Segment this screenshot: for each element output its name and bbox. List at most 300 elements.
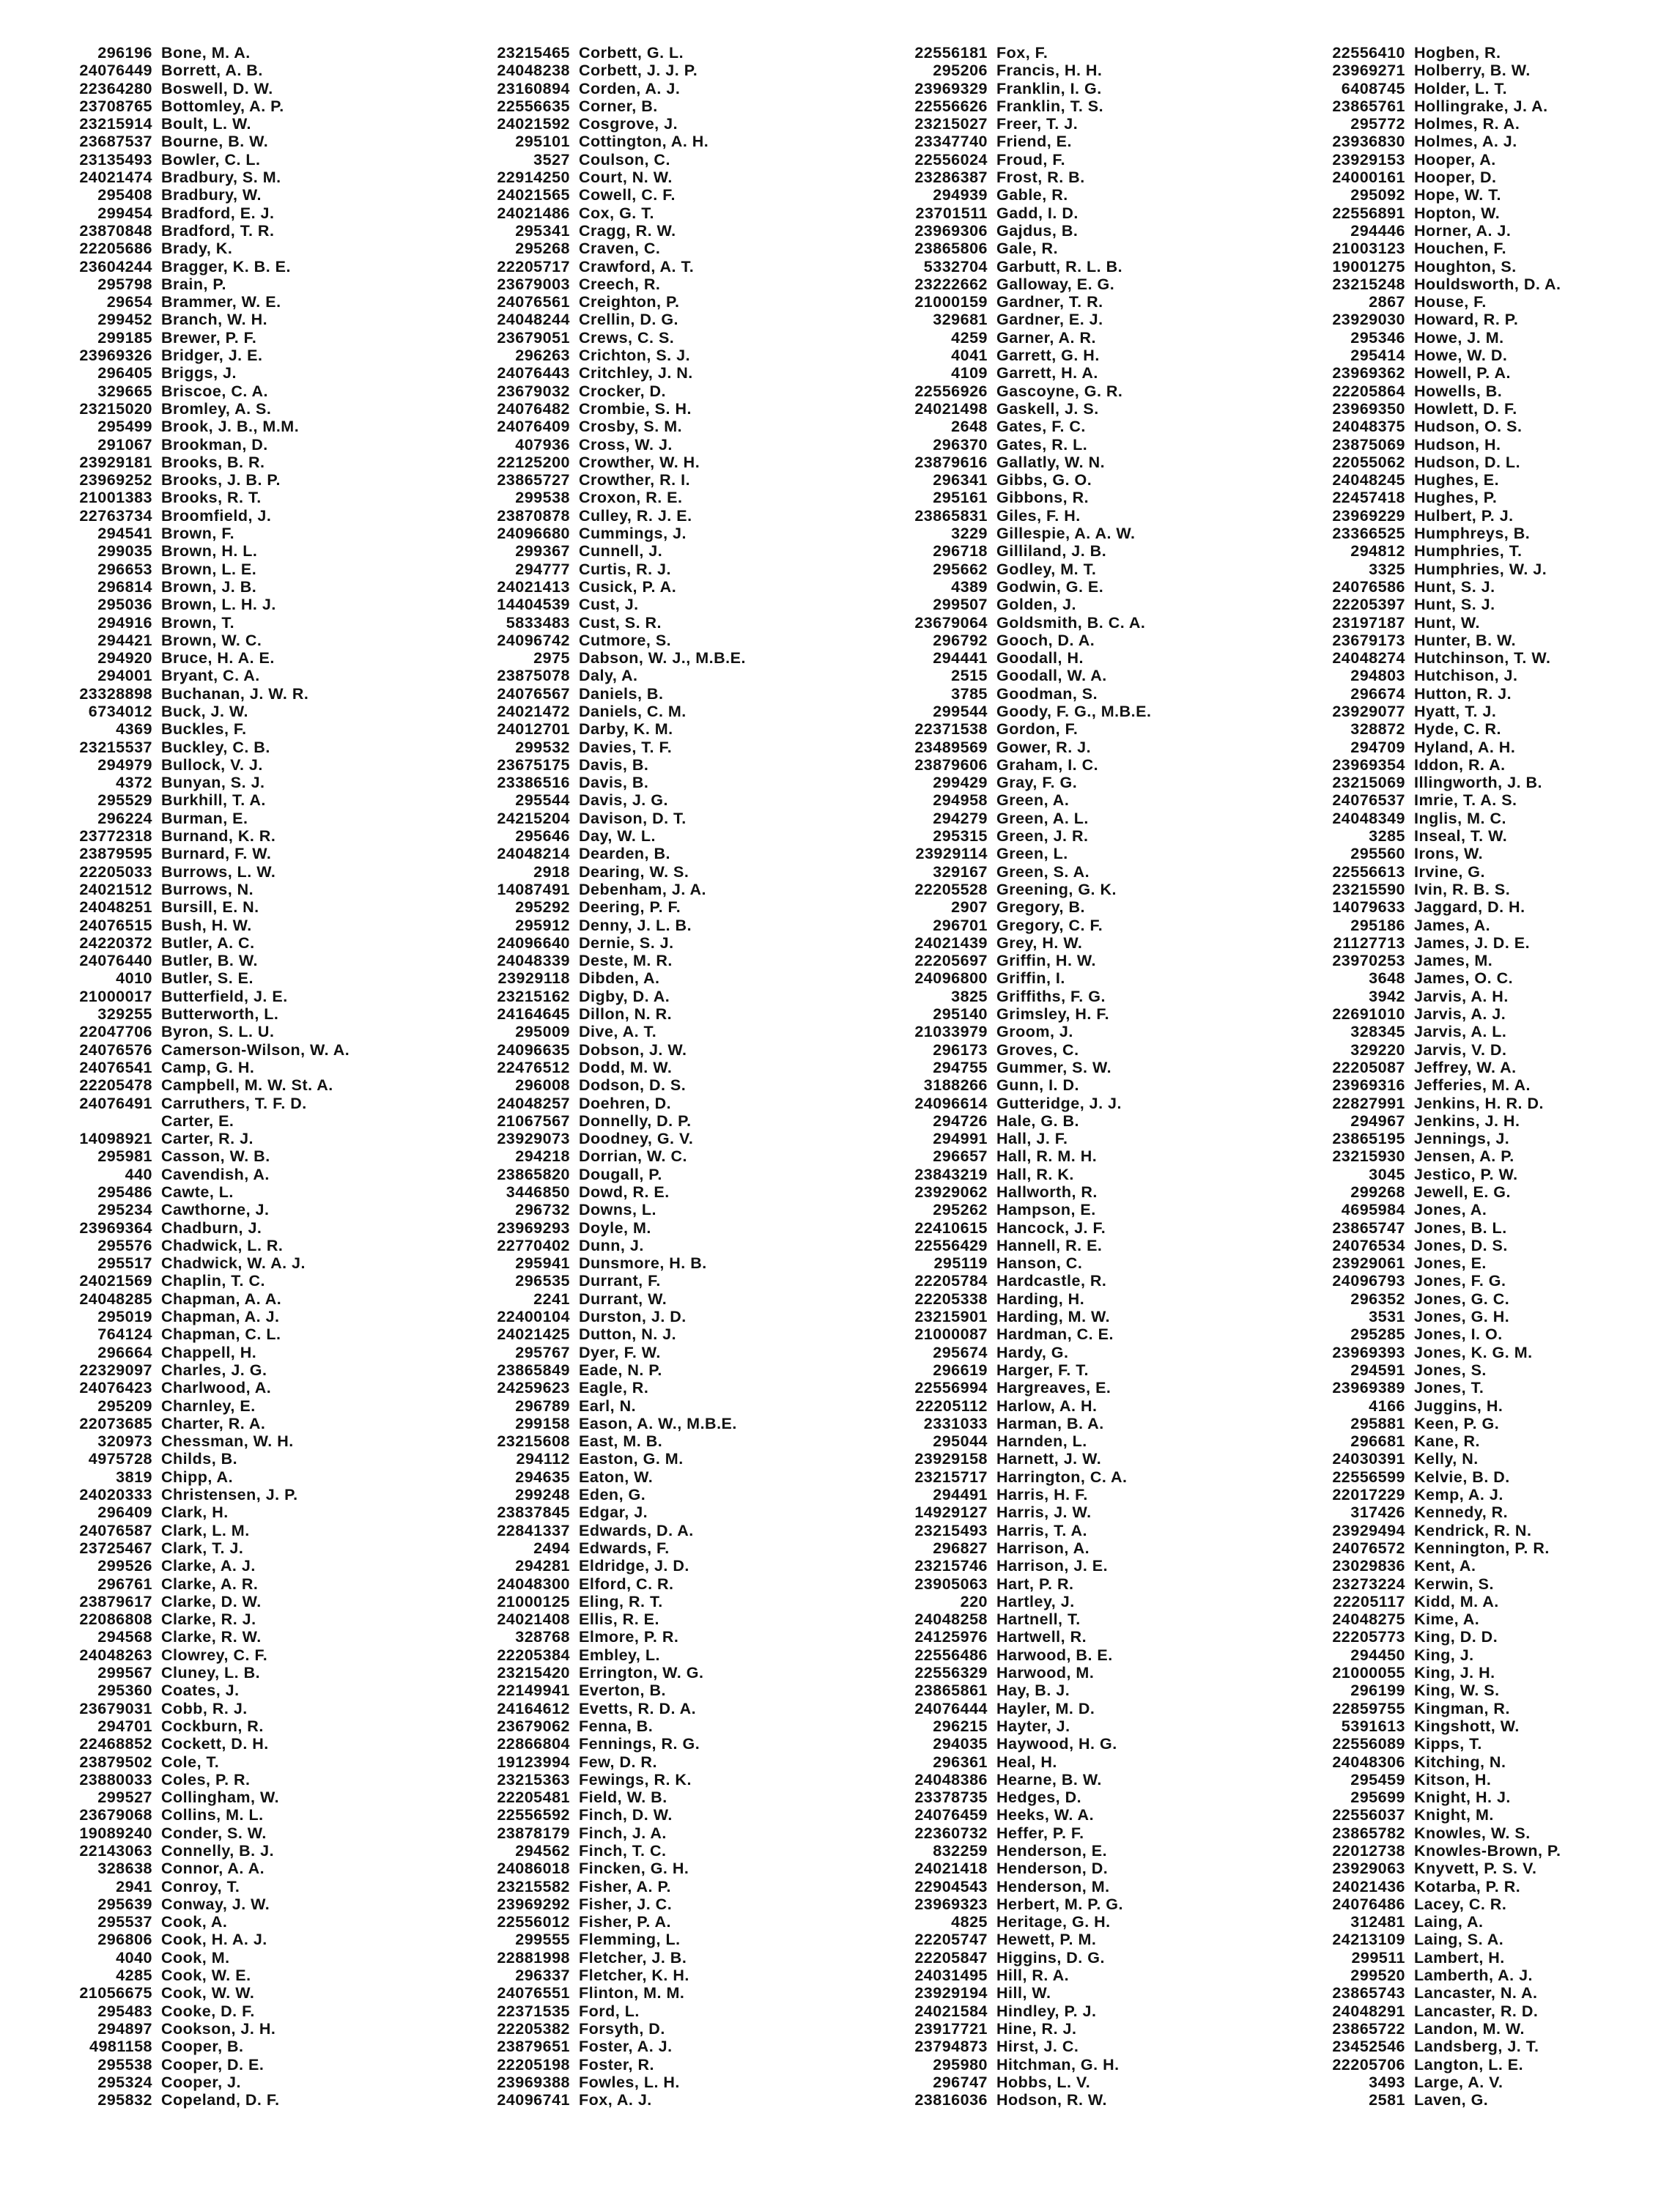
person-name: Irvine, G. (1414, 862, 1486, 881)
list-entry (1295, 1059, 1661, 1076)
list-entry (460, 1575, 841, 1593)
list-entry (42, 1664, 423, 1682)
service-number: 23489569 (914, 738, 988, 756)
service-number: 24030391 (1332, 1450, 1405, 1468)
service-number: 294279 (933, 809, 988, 827)
list-entry (42, 311, 423, 328)
list-entry (1295, 1628, 1661, 1646)
person-name: Cooper, D. E. (161, 2055, 264, 2074)
person-name: Jarvis, A. J. (1414, 1005, 1506, 1024)
service-number: 294541 (97, 525, 152, 543)
list-entry (1295, 561, 1661, 578)
person-name: Hewett, P. M. (996, 1931, 1097, 1949)
list-entry (42, 169, 423, 186)
list-entry (42, 739, 423, 756)
person-name: Laing, S. A. (1414, 1931, 1504, 1949)
service-number: 23878179 (497, 1824, 570, 1842)
list-entry (878, 1344, 1259, 1361)
service-number: 328345 (1350, 1023, 1405, 1041)
person-name: Hargreaves, E. (996, 1379, 1111, 1397)
service-number: 23679051 (497, 328, 570, 347)
person-name: Jarvis, V. D. (1414, 1040, 1507, 1059)
service-number: 23969271 (1332, 62, 1405, 80)
service-number: 23701511 (915, 204, 988, 222)
list-entry (878, 222, 1259, 240)
service-number: 295832 (97, 2091, 152, 2109)
person-name: Clowrey, C. F. (161, 1646, 268, 1664)
service-number: 3819 (116, 1468, 152, 1486)
person-name: Corbett, G. L. (579, 44, 684, 62)
service-number: 23794873 (914, 2038, 988, 2056)
person-name: Green, S. A. (996, 862, 1090, 881)
person-name: Jarvis, A. L. (1414, 1023, 1507, 1041)
list-entry (878, 382, 1259, 400)
column-1 (42, 44, 423, 2109)
person-name: Langton, L. E. (1414, 2055, 1524, 2074)
service-number: 299429 (933, 774, 988, 792)
list-entry (42, 1059, 423, 1076)
service-number: 295981 (97, 1147, 152, 1166)
person-name: Jones, G. C. (1414, 1290, 1510, 1308)
person-name: Finch, T. C. (579, 1841, 667, 1860)
person-name: James, A. (1414, 916, 1491, 934)
person-name: Butler, A. C. (161, 933, 255, 952)
list-entry (878, 952, 1259, 969)
person-name: Denny, J. L. B. (579, 916, 692, 934)
list-entry (878, 1325, 1259, 1343)
list-entry (878, 1735, 1259, 1753)
list-entry (460, 917, 841, 934)
list-entry (1295, 133, 1661, 150)
person-name: Clark, T. J. (161, 1539, 244, 1557)
list-entry (42, 827, 423, 845)
list-entry (1295, 329, 1661, 347)
person-name: Doehren, D. (579, 1094, 672, 1112)
service-number: 23969393 (1332, 1343, 1405, 1361)
service-number: 24086018 (497, 1860, 570, 1878)
service-number: 23880033 (79, 1770, 152, 1789)
list-entry (1295, 436, 1661, 454)
service-number: 295538 (97, 2055, 152, 2074)
service-number: 22556994 (914, 1379, 988, 1397)
service-number: 24076551 (497, 1984, 570, 2002)
list-entry (42, 1272, 423, 1290)
list-entry (878, 293, 1259, 311)
person-name: Cook, W. E. (161, 1967, 251, 1985)
service-number: 295234 (97, 1201, 152, 1219)
person-name: Landon, M. W. (1414, 2019, 1525, 2038)
list-entry (1295, 1076, 1661, 1094)
person-name: Durrant, F. (579, 1272, 661, 1290)
service-number: 4695984 (1341, 1201, 1405, 1219)
person-name: Kemp, A. J. (1414, 1486, 1503, 1504)
person-name: Hunt, S. J. (1414, 577, 1495, 596)
list-entry (1295, 1735, 1661, 1753)
person-name: Garbutt, R. L. B. (996, 257, 1123, 275)
person-name: Cook, A. (161, 1913, 228, 1931)
person-name: Laing, A. (1414, 1913, 1484, 1931)
list-entry (1295, 578, 1661, 596)
list-entry (878, 739, 1259, 756)
person-name: Eling, R. T. (579, 1592, 663, 1610)
person-name: Crocker, D. (579, 382, 667, 400)
list-entry (42, 151, 423, 169)
person-name: Digby, D. A. (579, 987, 670, 1005)
list-entry (878, 1984, 1259, 2002)
person-name: Kime, A. (1414, 1610, 1480, 1629)
service-number: 23929153 (1332, 150, 1405, 169)
service-number: 23969350 (1332, 399, 1405, 418)
service-number: 22205338 (914, 1290, 988, 1308)
list-entry (460, 542, 841, 560)
person-name: Higgins, D. G. (996, 1948, 1105, 1967)
service-number: 296535 (515, 1272, 570, 1290)
person-name: Cutmore, S. (579, 631, 672, 649)
person-name: Jestico, P. W. (1414, 1165, 1518, 1183)
person-name: Crawford, A. T. (579, 257, 695, 275)
service-number: 23029836 (1332, 1557, 1405, 1575)
person-name: Cole, T. (161, 1753, 220, 1771)
person-name: Graham, I. C. (996, 755, 1099, 774)
service-number: 23679064 (914, 613, 988, 632)
person-name: Brooks, J. B. P. (161, 471, 281, 489)
list-entry (42, 329, 423, 347)
list-entry (460, 1397, 841, 1415)
service-number: 296761 (97, 1575, 152, 1593)
service-number: 22457418 (1332, 489, 1405, 507)
list-entry (42, 525, 423, 542)
service-number: 23969354 (1332, 755, 1405, 774)
service-number: 3325 (1369, 560, 1405, 578)
list-entry (460, 489, 841, 506)
service-number: 24021486 (497, 204, 570, 222)
service-number: 22914250 (497, 169, 570, 187)
person-name: Kitson, H. (1414, 1770, 1492, 1789)
service-number: 23879617 (79, 1592, 152, 1610)
list-entry (460, 756, 841, 774)
person-name: Burman, E. (161, 809, 248, 827)
person-name: Hutchinson, T. W. (1414, 649, 1551, 667)
person-name: Green, J. R. (996, 827, 1089, 846)
person-name: Bryant, C. A. (161, 667, 260, 685)
list-entry (1295, 293, 1661, 311)
person-name: Buchanan, J. W. R. (161, 684, 309, 703)
list-entry (1295, 1610, 1661, 1628)
person-name: Buckley, C. B. (161, 738, 270, 756)
list-entry (460, 1717, 841, 1735)
person-name: Camerson-Wilson, W. A. (161, 1040, 350, 1059)
list-entry (42, 1201, 423, 1218)
service-number: 23929030 (1332, 311, 1405, 329)
list-entry (42, 1308, 423, 1325)
service-number: 23969388 (497, 2073, 570, 2091)
service-number: 24048306 (1332, 1753, 1405, 1771)
person-name: Cust, S. R. (579, 613, 662, 632)
service-number: 22859755 (1332, 1699, 1405, 1717)
list-entry (460, 1789, 841, 1806)
list-entry (460, 293, 841, 311)
list-entry (460, 2091, 841, 2109)
person-name: Harrison, J. E. (996, 1557, 1109, 1575)
list-entry (460, 2002, 841, 2020)
list-entry (878, 578, 1259, 596)
service-number: 23970253 (1332, 952, 1405, 970)
service-number: 22149941 (497, 1682, 570, 1700)
person-name: Francis, H. H. (996, 62, 1103, 80)
list-entry (42, 1735, 423, 1753)
service-number: 296199 (1350, 1682, 1405, 1700)
list-entry (878, 1753, 1259, 1771)
person-name: Chadwick, W. A. J. (161, 1254, 306, 1273)
list-entry (1295, 1486, 1661, 1503)
service-number: 21000017 (79, 987, 152, 1005)
service-number: 24076515 (79, 916, 152, 934)
person-name: Eldridge, J. D. (579, 1557, 689, 1575)
list-entry (42, 1486, 423, 1503)
list-entry (878, 1682, 1259, 1699)
person-name: Bradford, E. J. (161, 204, 275, 222)
person-name: Conder, S. W. (161, 1824, 267, 1842)
service-number: 24020333 (79, 1486, 152, 1504)
person-name: Gilliland, J. B. (996, 542, 1107, 561)
list-entry (1295, 1041, 1661, 1059)
person-name: Inseal, T. W. (1414, 827, 1508, 846)
service-number: 23969306 (914, 221, 988, 240)
person-name: Clark, L. M. (161, 1521, 250, 1539)
person-name: Jaggard, D. H. (1414, 898, 1525, 917)
list-entry (42, 845, 423, 862)
list-entry (878, 667, 1259, 684)
person-name: Heal, H. (996, 1753, 1057, 1771)
person-name: Elmore, P. R. (579, 1628, 679, 1646)
person-name: Gibbs, G. O. (996, 471, 1092, 489)
service-number: 22205117 (1333, 1592, 1405, 1610)
service-number: 295292 (515, 898, 570, 917)
service-number: 24048285 (79, 1290, 152, 1308)
list-entry (42, 1575, 423, 1593)
list-entry (42, 1967, 423, 1984)
list-entry (878, 2002, 1259, 2020)
list-entry (42, 454, 423, 471)
service-number: 295798 (97, 275, 152, 293)
person-name: Eason, A. W., M.B.E. (579, 1414, 737, 1432)
service-number: 23273224 (1332, 1575, 1405, 1593)
list-entry (42, 1095, 423, 1112)
person-name: Hooper, D. (1414, 169, 1497, 187)
person-name: Burkhill, T. A. (161, 791, 266, 810)
list-entry (460, 1806, 841, 1824)
service-number: 294897 (97, 2019, 152, 2038)
list-entry (1295, 1806, 1661, 1824)
list-entry (460, 62, 841, 79)
list-entry (42, 1166, 423, 1183)
service-number: 23135493 (79, 150, 152, 169)
person-name: Cowell, C. F. (579, 186, 676, 204)
person-name: Cook, H. A. J. (161, 1931, 267, 1949)
list-entry (878, 1041, 1259, 1059)
service-number: 24096680 (497, 525, 570, 543)
list-entry (42, 44, 423, 62)
service-number: 21000159 (914, 293, 988, 311)
person-name: Heffer, P. F. (996, 1824, 1084, 1842)
list-entry (42, 80, 423, 97)
service-number: 329665 (97, 382, 152, 400)
list-entry (1295, 1272, 1661, 1290)
service-number: 23215493 (914, 1521, 988, 1539)
person-name: Juggins, H. (1414, 1397, 1503, 1415)
list-entry (878, 1860, 1259, 1877)
service-number: 295674 (933, 1343, 988, 1361)
person-name: Conroy, T. (161, 1877, 240, 1895)
person-name: Iddon, R. A. (1414, 755, 1506, 774)
person-name: Hardman, C. E. (996, 1325, 1114, 1344)
service-number: 294035 (933, 1735, 988, 1753)
service-number: 23222662 (914, 275, 988, 293)
person-name: Christensen, J. P. (161, 1486, 298, 1504)
service-number: 329167 (933, 862, 988, 881)
list-entry (878, 204, 1259, 222)
list-entry (460, 739, 841, 756)
service-number: 23936830 (1332, 133, 1405, 151)
person-name: Eade, N. P. (579, 1361, 662, 1379)
service-number: 6734012 (88, 702, 152, 720)
service-number: 329255 (97, 1005, 152, 1024)
person-name: Bradford, T. R. (161, 221, 275, 240)
service-number: 295767 (515, 1343, 570, 1361)
list-entry (1295, 382, 1661, 400)
person-name: Knowles-Brown, P. (1414, 1841, 1561, 1860)
person-name: Hay, B. J. (996, 1682, 1070, 1700)
list-entry (878, 756, 1259, 774)
list-entry (1295, 614, 1661, 632)
service-number: 22556037 (1332, 1806, 1405, 1824)
person-name: Easton, G. M. (579, 1450, 684, 1468)
person-name: Hampson, E. (996, 1201, 1096, 1219)
list-entry (460, 881, 841, 898)
list-entry (1295, 186, 1661, 204)
person-name: Buck, J. W. (161, 702, 249, 720)
list-entry (460, 1183, 841, 1201)
person-name: Hill, W. (996, 1984, 1051, 2002)
person-name: Hogben, R. (1414, 44, 1501, 62)
person-name: Griffiths, F. G. (996, 987, 1106, 1005)
list-entry (878, 614, 1259, 632)
person-name: Brewer, P. F. (161, 328, 257, 347)
list-entry (42, 2074, 423, 2091)
list-entry (1295, 1931, 1661, 1948)
person-name: Hodson, R. W. (996, 2091, 1108, 2109)
person-name: Daniels, B. (579, 684, 664, 703)
list-entry (460, 1700, 841, 1717)
service-number: 23929073 (497, 1130, 570, 1148)
service-number: 22205478 (79, 1076, 152, 1095)
service-number: 295662 (933, 560, 988, 578)
person-name: Jennings, J. (1414, 1130, 1510, 1148)
service-number: 294591 (1350, 1361, 1405, 1379)
list-entry (460, 1272, 841, 1290)
service-number: 23215248 (1332, 275, 1405, 293)
list-entry (1295, 1842, 1661, 1860)
service-number: 2241 (533, 1290, 570, 1308)
person-name: Briscoe, C. A. (161, 382, 268, 400)
service-number: 296173 (933, 1040, 988, 1059)
list-entry (878, 454, 1259, 471)
person-name: Cosgrove, J. (579, 115, 678, 133)
service-number: 23969293 (497, 1218, 570, 1237)
list-entry (878, 1842, 1259, 1860)
list-entry (878, 1095, 1259, 1112)
service-number: 23879595 (79, 845, 152, 863)
service-number: 295576 (97, 1236, 152, 1254)
service-number: 23679062 (497, 1717, 570, 1735)
list-entry (878, 347, 1259, 364)
service-number: 295646 (515, 827, 570, 846)
service-number: 24076443 (497, 364, 570, 382)
list-entry (460, 791, 841, 809)
list-entry (460, 1361, 841, 1379)
person-name: Boult, L. W. (161, 115, 252, 133)
list-entry (460, 845, 841, 862)
person-name: Hollingrake, J. A. (1414, 97, 1548, 115)
service-number: 23286387 (914, 169, 988, 187)
person-name: Cookson, J. H. (161, 2019, 276, 2038)
person-name: Fennings, R. G. (579, 1735, 700, 1753)
list-entry (878, 1486, 1259, 1503)
list-entry (878, 1112, 1259, 1130)
list-entry (460, 1610, 841, 1628)
service-number: 22205773 (1332, 1628, 1405, 1646)
service-number: 24215204 (497, 809, 570, 827)
service-number: 23215465 (497, 44, 570, 62)
list-entry (1295, 1130, 1661, 1147)
service-number: 295639 (97, 1895, 152, 1913)
service-number: 5332704 (923, 257, 988, 275)
person-name: Goldsmith, B. C. A. (996, 613, 1146, 632)
list-entry (1295, 649, 1661, 667)
list-entry (42, 347, 423, 364)
service-number: 24096635 (497, 1040, 570, 1059)
person-name: Gunn, I. D. (996, 1076, 1079, 1095)
service-number: 23969389 (1332, 1379, 1405, 1397)
person-name: Brook, J. B., M.M. (161, 418, 300, 436)
list-entry (42, 614, 423, 632)
service-number: 295186 (1350, 916, 1405, 934)
service-number: 24096742 (497, 631, 570, 649)
service-number: 4010 (116, 969, 152, 988)
person-name: Houldsworth, D. A. (1414, 275, 1561, 293)
service-number: 24048238 (497, 62, 570, 80)
service-number: 2975 (533, 649, 570, 667)
service-number: 296681 (1350, 1432, 1405, 1451)
person-name: Collins, M. L. (161, 1806, 264, 1824)
list-entry (460, 186, 841, 204)
person-name: Forsyth, D. (579, 2019, 665, 2038)
list-entry (42, 115, 423, 133)
service-number: 23687537 (79, 133, 152, 151)
list-entry (878, 1201, 1259, 1218)
person-name: Donnelly, D. P. (579, 1111, 692, 1130)
person-name: Creighton, P. (579, 293, 680, 311)
service-number: 22400104 (497, 1308, 570, 1326)
person-name: Clarke, A. J. (161, 1557, 256, 1575)
service-number: 24076409 (497, 418, 570, 436)
person-name: Dowd, R. E. (579, 1183, 670, 1201)
service-number: 24076541 (79, 1058, 152, 1076)
person-name: Hallworth, R. (996, 1183, 1098, 1201)
person-name: Kane, R. (1414, 1432, 1481, 1451)
service-number: 22881998 (497, 1948, 570, 1967)
service-number: 21000125 (497, 1592, 570, 1610)
